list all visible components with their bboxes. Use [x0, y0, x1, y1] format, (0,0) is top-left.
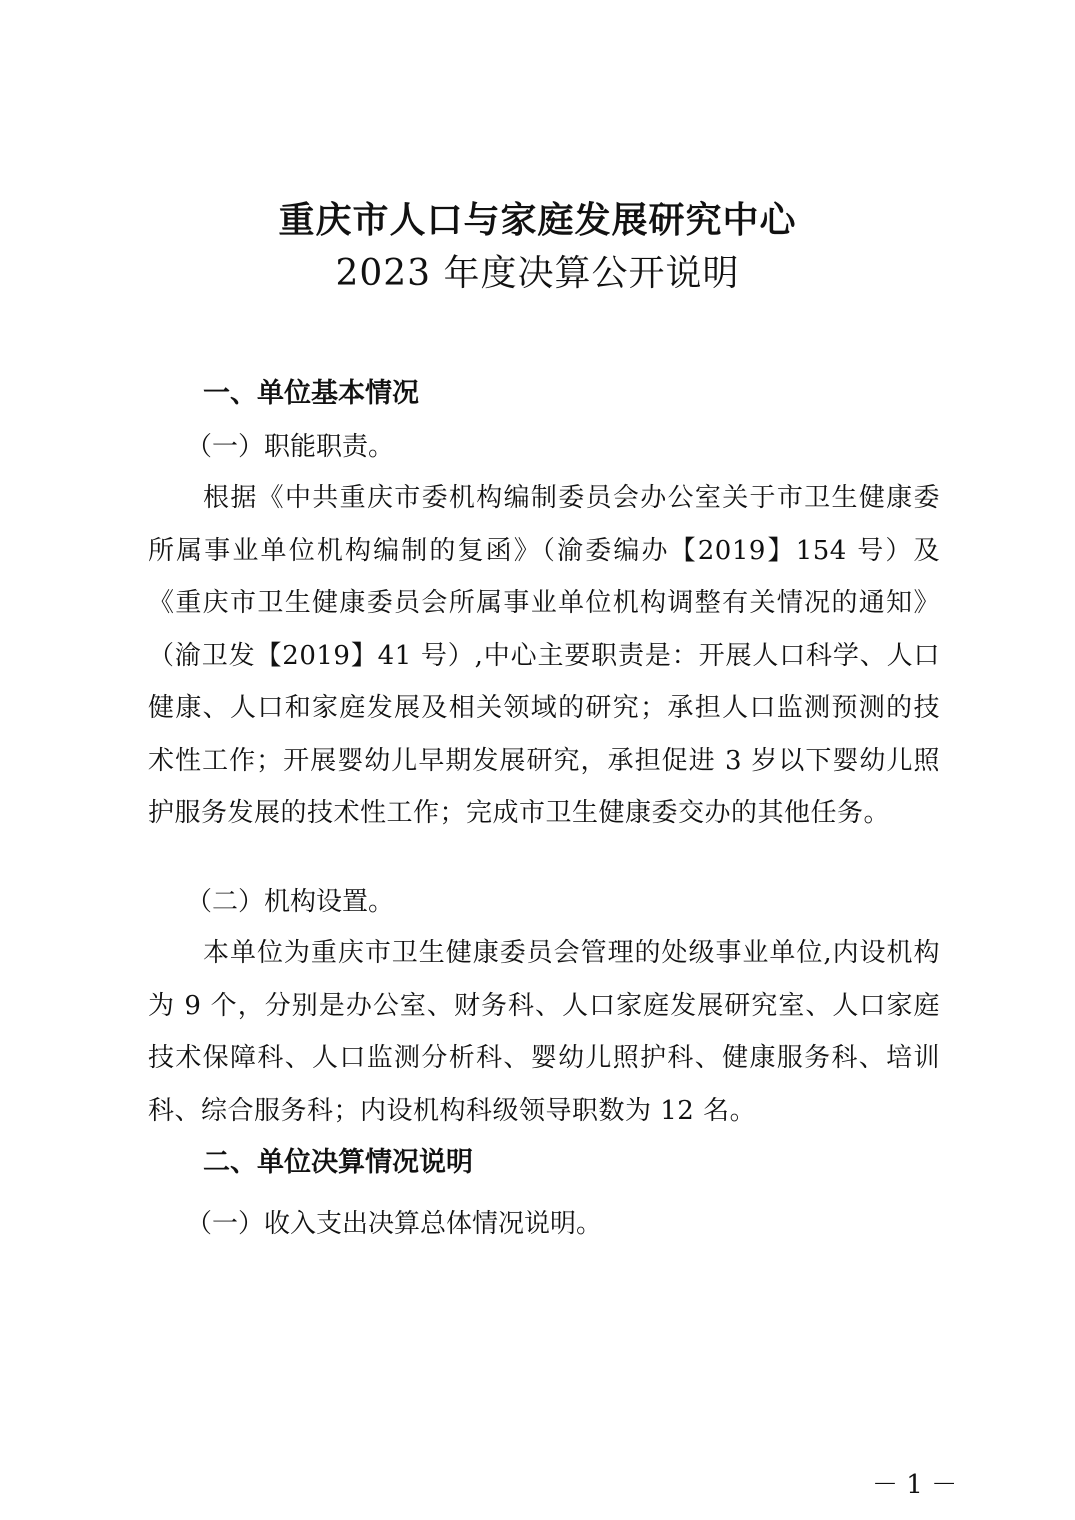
subsection-heading-1-1: （一）职能职责。 [186, 432, 395, 462]
subsection-heading-1-2: （二）机构设置。 [186, 887, 395, 917]
subsection-heading-2-1: （一）收入支出决算总体情况说明。 [186, 1209, 603, 1239]
page-number: － 1 － [872, 1470, 958, 1500]
document-title-line1: 重庆市人口与家庭发展研究中心 [278, 199, 797, 241]
paragraph-organization: 本单位为重庆市卫生健康委员会管理的处级事业单位,内设机构为 9 个，分别是办公室、财务科、人口家庭发展研究室、人口家庭技术保障科、人口监测分析科、婴幼儿照护科、健康服务科、培训科、综合服务科；内设机构科级领导职数为 12 名。 [148, 938, 940, 1126]
section-heading-1: 一、单位基本情况 [203, 378, 419, 409]
document-title-line2: 2023 年度决算公开说明 [335, 253, 740, 294]
section-heading-2: 二、单位决算情况说明 [203, 1147, 473, 1178]
paragraph-functions: 根据《中共重庆市委机构编制委员会办公室关于市卫生健康委所属事业单位机构编制的复函》（渝委编办【2019】154 号）及《重庆市卫生健康委员会所属事业单位机构调整有关情况的通知》（渝卫发【2019】41 号）,中心主要职责是：开展人口科学、人口健康、人口和家庭发展及相关领域的研究；承担人口监测预测的技术性工作；开展婴幼儿早期发展研究，承担促进 3 岁以下婴幼儿照护服务发展的技术性工作；完成市卫生健康委交办的其他任务。 [148, 483, 940, 828]
